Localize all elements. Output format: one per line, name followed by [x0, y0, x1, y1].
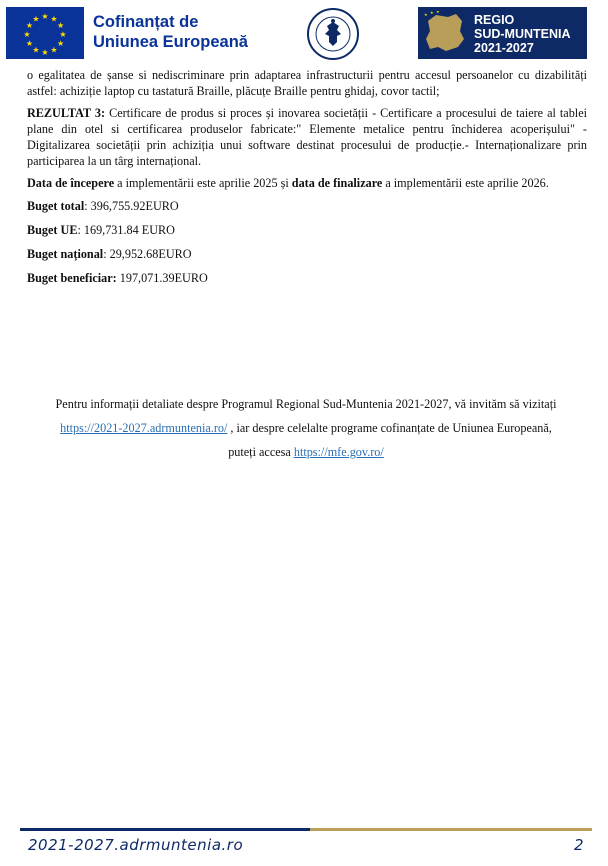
start-label: Data de începere — [27, 176, 115, 190]
regio-line1: REGIO — [474, 13, 515, 27]
budget-total-value: : 396,755.92EURO — [84, 199, 179, 213]
mfe-link[interactable]: https://mfe.gov.ro/ — [293, 445, 384, 459]
eu-flag-logo — [6, 7, 84, 59]
info-mid-text: , iar despre celelalte programe cofinanțate de Uniunea Europeană, — [227, 421, 552, 435]
regio-line3: 2021-2027 — [474, 41, 534, 55]
start-text: a implementării este aprilie 2025 și — [114, 176, 292, 190]
page-header — [0, 0, 608, 66]
document-body — [27, 67, 587, 293]
budget-total-label: Buget total — [27, 199, 85, 213]
svg-text:★: ★ — [25, 21, 33, 30]
svg-text:★: ★ — [436, 11, 440, 14]
budget-beneficiar-label: Buget beneficiar: — [27, 271, 117, 285]
eu-line2: Uniunea Europeană — [93, 33, 248, 51]
budget-national — [27, 245, 587, 263]
eu-cofinanced-text — [93, 12, 248, 52]
end-text: a implementării este aprilie 2026. — [382, 176, 549, 190]
info-section — [20, 392, 592, 464]
regio-sud-muntenia-logo — [418, 7, 587, 59]
dates-paragraph — [27, 175, 587, 191]
svg-text:★: ★ — [23, 30, 31, 39]
budget-beneficiar-value: 197,071.39EURO — [116, 271, 208, 285]
svg-text:★: ★ — [41, 12, 49, 21]
info-line3 — [20, 440, 592, 464]
svg-text:★: ★ — [424, 12, 428, 17]
budget-national-value: : 29,952.68EURO — [103, 247, 192, 261]
svg-text:★: ★ — [25, 39, 33, 48]
svg-text:★: ★ — [57, 39, 65, 48]
adrmuntenia-link[interactable]: https://2021-2027.adrmuntenia.ro/ — [60, 421, 228, 435]
budget-ue-label: Buget UE — [27, 223, 78, 237]
regio-line2: SUD-MUNTENIA — [474, 27, 571, 41]
page-number: 2 — [574, 836, 584, 854]
result-paragraph — [27, 105, 587, 169]
info-line2 — [20, 416, 592, 440]
footer-divider-blue — [20, 828, 310, 831]
svg-text:★: ★ — [430, 11, 434, 15]
end-label: data de finalizare — [291, 176, 383, 190]
eu-line1: Cofinanțat de — [93, 13, 199, 31]
result-text: Certificare de produs si proces și inovarea societății - Certificare a procesului de taiere al tablei plane din otel si certificarea produselor fabricate:" Elemente metalice pentru închiderea acoperișului" - Digitalizarea societății prin achiziția unui software destinat procesului de producție.- Internaționalizare prin participarea la un târg internațional. — [27, 106, 587, 168]
footer-url: 2021-2027.adrmuntenia.ro — [28, 836, 244, 854]
svg-text:★: ★ — [57, 21, 65, 30]
budget-beneficiar — [27, 269, 587, 287]
budget-ue-value: : 169,731.84 EURO — [77, 223, 175, 237]
budget-ue — [27, 221, 587, 239]
svg-text:★: ★ — [41, 48, 49, 57]
regio-text — [474, 13, 571, 55]
info-line1: Pentru informații detaliate despre Programul Regional Sud-Muntenia 2021-2027, vă invităm să vizitați — [55, 397, 557, 411]
svg-text:★: ★ — [50, 45, 58, 55]
svg-text:★: ★ — [59, 30, 67, 39]
svg-text:★: ★ — [32, 45, 40, 55]
svg-text:★: ★ — [50, 14, 58, 24]
result-label: REZULTAT 3: — [27, 106, 106, 120]
footer-divider-gold — [310, 828, 592, 831]
svg-text:★: ★ — [32, 14, 40, 24]
info-line3-text: puteți accesa — [228, 445, 294, 459]
romanian-government-logo — [306, 7, 360, 61]
budget-national-label: Buget național — [27, 247, 104, 261]
budget-total — [27, 197, 587, 215]
intro-paragraph: o egalitatea de șanse si nediscriminare prin adaptarea infrastructurii pentru accesul persoanelor cu dizabilități astfel: achiziție laptop cu tastatură Braille, plăcuțe Braille pentru ghidaj, covor tactil; — [27, 68, 587, 98]
